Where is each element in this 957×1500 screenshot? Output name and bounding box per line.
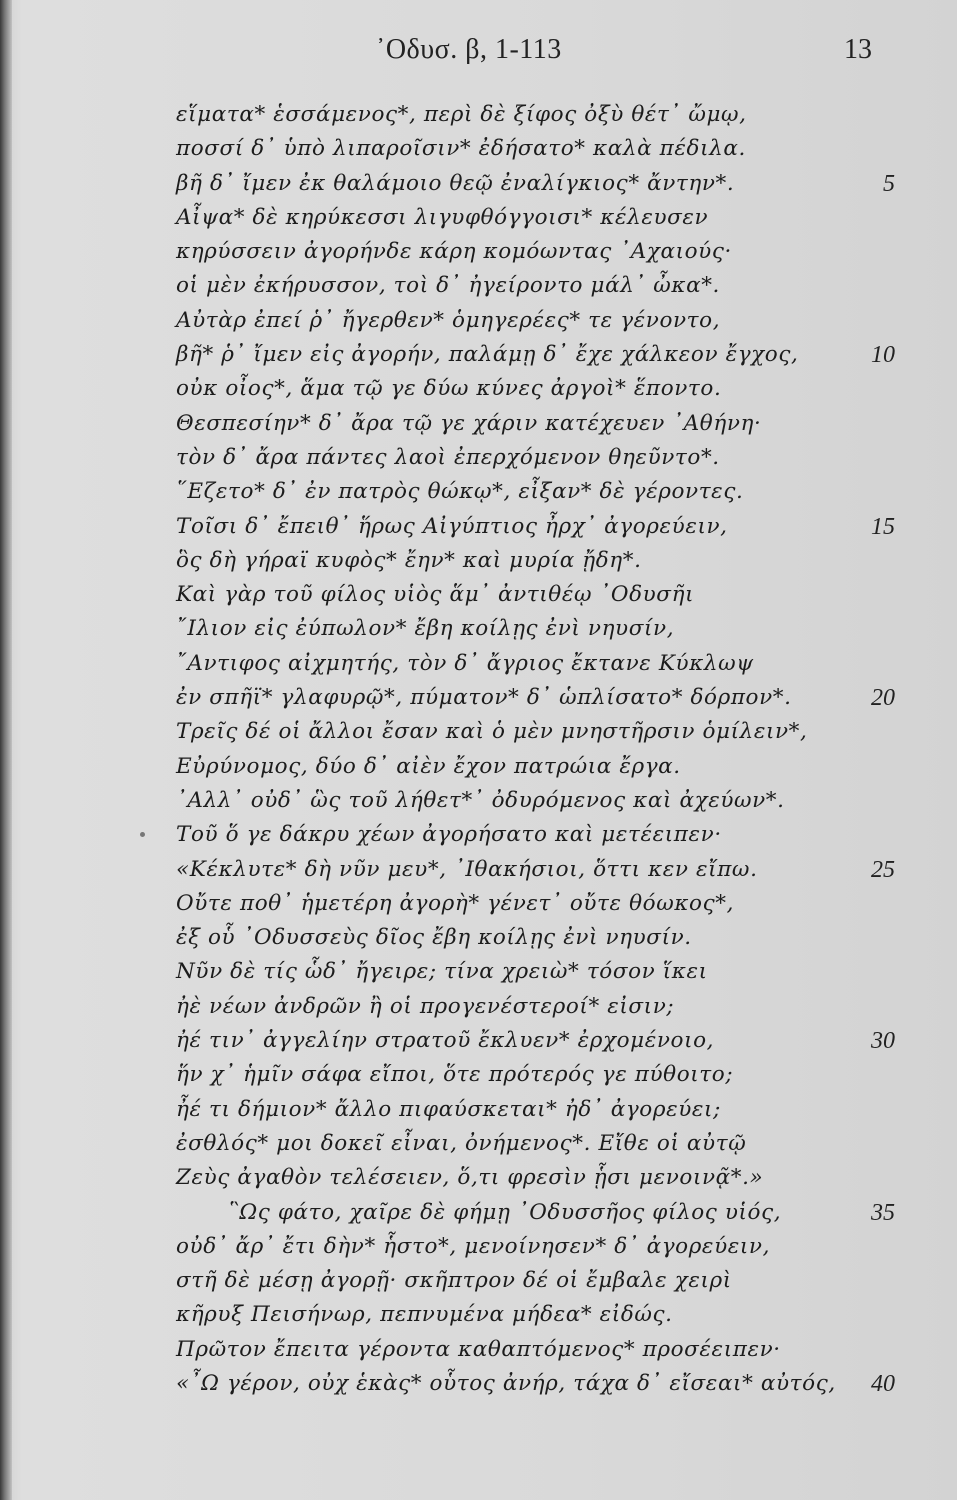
verse-text: Τοῖσι δ᾿ ἔπειθ᾿ ἥρως Αἰγύπτιος ἦρχ᾿ ἀγορεύειν, — [176, 513, 728, 539]
verse-number: 20 — [871, 685, 895, 712]
verse-line — [0, 443, 957, 477]
running-header — [0, 34, 957, 74]
verse-line — [0, 889, 957, 923]
verse-text: ῝Ως φάτο, χαῖρε δὲ φήμῃ ᾿Οδυσσῆος φίλος υἱός, — [228, 1199, 782, 1225]
verse-line — [0, 340, 957, 374]
verse-line — [0, 649, 957, 683]
verse-text: ἠὲ νέων ἀνδρῶν ἢ οἱ προγενέστεροί* εἰσιν; — [176, 993, 675, 1019]
verse-number: 30 — [871, 1028, 895, 1055]
verse-text: ἐξ οὗ ᾿Οδυσσεὺς δῖος ἔβη κοίλῃς ἐνὶ νηυσίν. — [176, 925, 692, 951]
verse-text: ῎Ιλιον εἰς ἐύπωλον* ἔβη κοίλῃς ἐνὶ νηυσίν, — [176, 616, 675, 642]
verse-text: «Κέκλυτε* δὴ νῦν μευ*, ᾿Ιθακήσιοι, ὅττι κεν εἴπω. — [176, 856, 758, 882]
verse-line — [0, 923, 957, 957]
verse-line — [0, 992, 957, 1026]
verse-line — [0, 683, 957, 717]
verse-line — [0, 271, 957, 305]
verse-text: ᾿Αλλ᾿ οὐδ᾿ ὣς τοῦ λήθετ*᾿ ὀδυρόμενος καὶ ἀχεύων*. — [176, 787, 785, 813]
verse-text: εἵματα* ἑσσάμενος*, περὶ δὲ ξίφος ὀξὺ θέτ᾿ ὤμῳ, — [176, 102, 747, 127]
verse-number: 35 — [871, 1199, 895, 1226]
verse-line — [0, 1300, 957, 1334]
verse-text: οὐκ οἶος*, ἅμα τῷ γε δύω κύνες ἀργοὶ* ἕποντο. — [176, 376, 722, 402]
verse-text: Νῦν δὲ τίς ὧδ᾿ ἤγειρε; τίνα χρειὼ* τόσον ἵκει — [176, 959, 708, 985]
verse-line — [0, 477, 957, 511]
verse-text: ἐσθλός* μοι δοκεῖ εἶναι, ὀνήμενος*. Εἴθε οἱ αὐτῷ — [176, 1130, 747, 1156]
verse-text: «῏Ω γέρον, οὐχ ἑκὰς* οὗτος ἀνήρ, τάχα δ᾿ εἴσεαι* αὐτός, — [176, 1370, 836, 1396]
verse-text: ἐν σπῆϊ* γλαφυρῷ*, πύματον* δ᾿ ὡπλίσατο* δόρπον*. — [176, 685, 792, 711]
verse-text: ῎Αντιφος αἰχμητής, τὸν δ᾿ ἄγριος ἔκτανε Κύκλωψ — [176, 650, 754, 676]
verse-line — [0, 546, 957, 580]
verse-line — [0, 1026, 957, 1060]
verse-line — [0, 409, 957, 443]
verse-text: ἠέ τιν᾿ ἀγγελίην στρατοῦ ἔκλυεν* ἐρχομένοιο, — [176, 1028, 715, 1054]
running-title: ᾿Οδυσ. β, 1-113 — [376, 34, 562, 65]
page-number: 13 — [844, 34, 872, 65]
verse-line — [0, 820, 957, 854]
verse-text: ἦέ τι δήμιον* ἄλλο πιφαύσκεται* ἠδ᾿ ἀγορεύει; — [176, 1096, 721, 1122]
verse-line — [0, 374, 957, 408]
verse-line — [0, 1266, 957, 1300]
verse-line — [0, 957, 957, 991]
verse-line — [0, 306, 957, 340]
verse-line — [0, 1095, 957, 1129]
verse-number: 5 — [883, 170, 895, 197]
verse-line — [0, 1060, 957, 1094]
verse-text: Οὔτε ποθ᾿ ἡμετέρη ἀγορὴ* γένετ᾿ οὔτε θόωκος*, — [176, 890, 735, 916]
verse-number: 15 — [871, 513, 895, 540]
verse-text: ἥν χ᾿ ἡμῖν σάφα εἴποι, ὅτε πρότερός γε πύθοιτο; — [176, 1062, 734, 1088]
verse-line — [0, 786, 957, 820]
verse-text: Αὐτὰρ ἐπεί ῥ᾿ ἤγερθεν* ὁμηγερέες* τε γένοντο, — [176, 307, 721, 333]
verse-text: κηρύσσειν ἀγορήνδε κάρη κομόωντας ᾿Αχαιούς· — [176, 239, 732, 265]
verse-line — [0, 580, 957, 614]
verse-text: ποσσί δ᾿ ὑπὸ λιπαροῖσιν* ἐδήσατο* καλὰ πέδιλα. — [176, 136, 746, 162]
verse-line — [0, 512, 957, 546]
verse-line — [0, 237, 957, 271]
verse-line — [0, 134, 957, 168]
verse-text: Ζεὺς ἀγαθὸν τελέσειεν, ὅ,τι φρεσὶν ᾗσι μενοινᾷ*.» — [176, 1165, 764, 1191]
verse-number: 40 — [871, 1370, 895, 1397]
verse-line — [0, 100, 957, 134]
verse-text: ῞Εζετο* δ᾿ ἐν πατρὸς θώκῳ*, εἶξαν* δὲ γέροντες. — [176, 479, 744, 505]
verse-line — [0, 1335, 957, 1369]
verse-line — [0, 717, 957, 751]
verse-text: κῆρυξ Πεισήνωρ, πεπνυμένα μήδεα* εἰδώς. — [176, 1302, 673, 1328]
verse-line — [0, 1369, 957, 1403]
verse-text: Εὐρύνομος, δύο δ᾿ αἰὲν ἔχον πατρώια ἔργα. — [176, 753, 681, 779]
verse-text: οὐδ᾿ ἄρ᾿ ἔτι δὴν* ἧστο*, μενοίνησεν* δ᾿ ἀγορεύειν, — [176, 1233, 771, 1259]
verse-line — [0, 1163, 957, 1197]
verse-text: ὃς δὴ γήραϊ κυφὸς* ἔην* καὶ μυρία ᾔδη*. — [176, 547, 642, 573]
verse-number: 25 — [871, 856, 895, 883]
verse-line — [0, 752, 957, 786]
verse-line — [0, 1198, 957, 1232]
verse-line — [0, 614, 957, 648]
verse-line — [0, 203, 957, 237]
verse-text: Θεσπεσίην* δ᾿ ἄρα τῷ γε χάριν κατέχευεν ᾿Αθήνη· — [176, 410, 762, 436]
verse-text: Καὶ γὰρ τοῦ φίλος υἱὸς ἅμ᾿ ἀντιθέῳ ᾿Οδυσῆι — [176, 582, 695, 608]
verse-text: οἱ μὲν ἐκήρυσσον, τοὶ δ᾿ ἠγείροντο μάλ᾿ ὦκα*. — [176, 273, 720, 299]
verse-line — [0, 1129, 957, 1163]
verse-text: Τοῦ ὅ γε δάκρυ χέων ἀγορήσατο καὶ μετέειπεν· — [176, 822, 722, 848]
verse-text: Πρῶτον ἔπειτα γέροντα καθαπτόμενος* προσέειπεν· — [176, 1336, 781, 1362]
verse-text: Αἶψα* δὲ κηρύκεσσι λιγυφθόγγοισι* κέλευσεν — [176, 204, 709, 230]
ink-speck — [140, 832, 145, 837]
verse-block — [0, 100, 957, 1403]
verse-text: βῆ* ῥ᾿ ἴμεν εἰς ἀγορήν, παλάμῃ δ᾿ ἔχε χάλκεον ἔγχος, — [176, 342, 799, 368]
verse-line — [0, 1232, 957, 1266]
verse-line — [0, 855, 957, 889]
verse-text: Τρεῖς δέ οἱ ἄλλοι ἔσαν καὶ ὁ μὲν μνηστῆρσιν ὁμίλειν*, — [176, 719, 808, 745]
verse-line — [0, 169, 957, 203]
verse-text: βῆ δ᾿ ἴμεν ἐκ θαλάμοιο θεῷ ἐναλίγκιος* ἄντην*. — [176, 170, 735, 196]
verse-text: στῆ δὲ μέσῃ ἀγορῇ· σκῆπτρον δέ οἱ ἔμβαλε χειρὶ — [176, 1268, 732, 1294]
verse-number: 10 — [871, 342, 895, 369]
verse-text: τὸν δ᾿ ἄρα πάντες λαοὶ ἐπερχόμενον θηεῦντο*. — [176, 444, 720, 470]
